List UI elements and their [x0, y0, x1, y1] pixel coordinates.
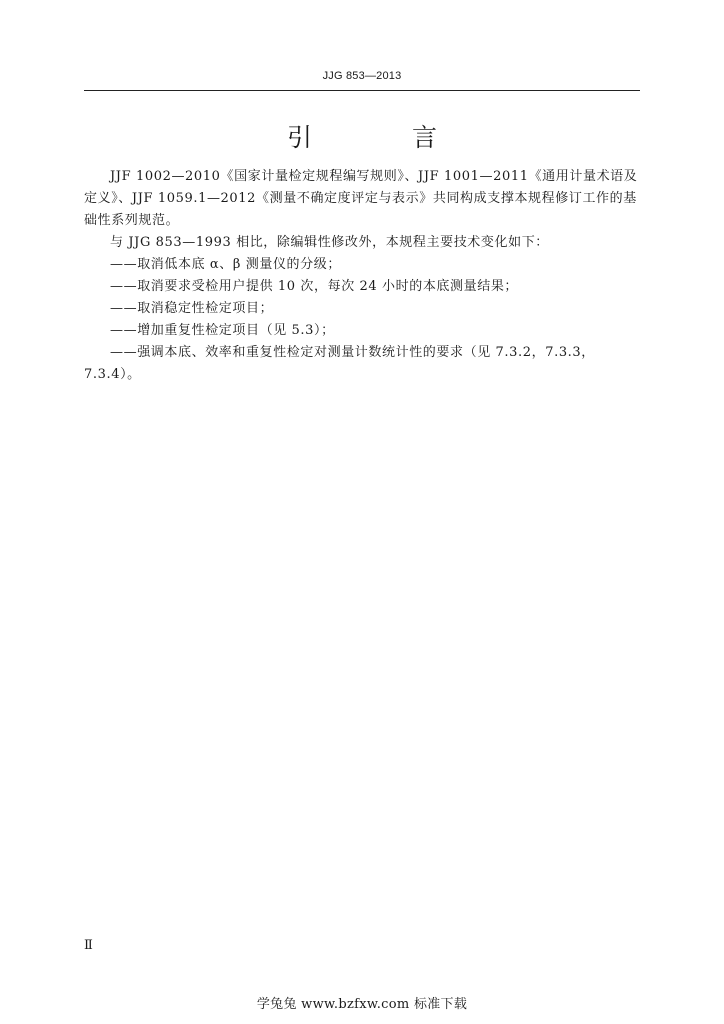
change-item: ——增加重复性检定项目（见 5.3）；	[110, 323, 335, 338]
change-item: ——取消要求受检用户提供 10 次，每次 24 小时的本底测量结果；	[110, 279, 519, 294]
change-item: ——取消低本底 α、β 测量仪的分级；	[110, 257, 341, 272]
paragraph-references: JJF 1002—2010《国家计量检定规程编写规则》、JJF 1001—2011《通用计量术语及定义》、JJF 1059.1—2012《测量不确定度评定与表示》共同构成支撑本规程修订工作的基础性系列规范。	[84, 169, 638, 228]
paragraph-changes-intro: 与 JJG 853—1993 相比，除编辑性修改外，本规程主要技术变化如下：	[110, 235, 549, 250]
footer-watermark: 学兔兔 www.bzfxw.com 标准下载	[256, 997, 468, 1012]
change-item: ——取消稳定性检定项目；	[110, 301, 274, 316]
introduction-body	[84, 166, 640, 386]
header-divider	[84, 90, 640, 91]
page-title: 引 言	[287, 123, 483, 152]
standard-code-header: JJG 853—2013	[322, 70, 402, 82]
page-number: Ⅱ	[84, 938, 93, 953]
change-item: ——强调本底、效率和重复性检定对测量计数统计性的要求（见 7.3.2，7.3.3，7.3.4）。	[84, 345, 595, 382]
